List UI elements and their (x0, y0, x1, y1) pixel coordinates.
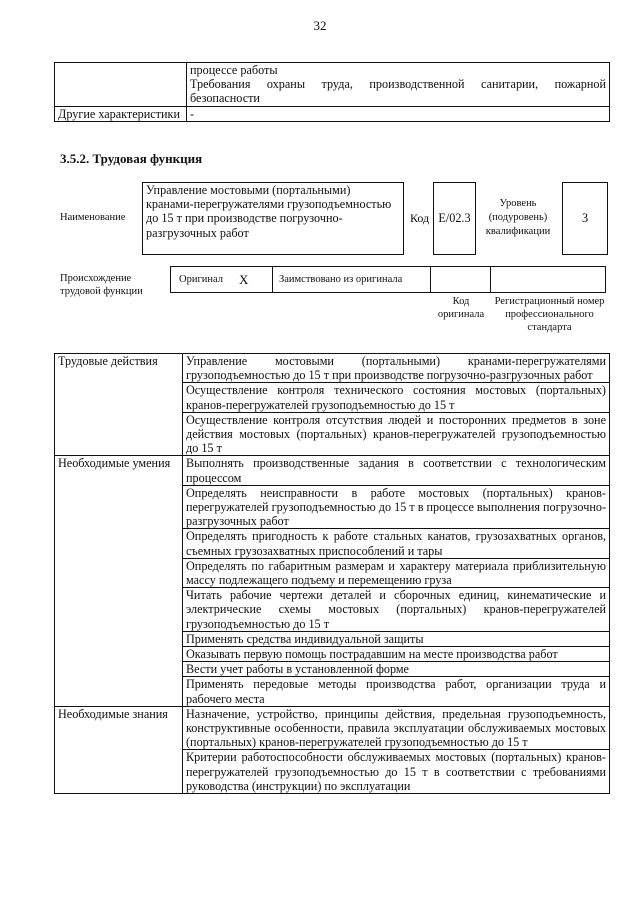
table-cell: Управление мостовыми (портальными) кранами-перегружателями грузоподъемностью до 15 т при производстве погрузочно-разгрузочных работ (183, 354, 610, 383)
code-original-cell (431, 266, 491, 293)
group-label: Необходимые умения (55, 456, 183, 706)
reg-number-cell (491, 266, 606, 293)
code-label: Код (410, 211, 430, 225)
table-cell: Требования охраны труда, производственной санитарии, пожарной безопасности (187, 77, 610, 106)
table-cell: Применять средства индивидуальной защиты (183, 631, 610, 646)
original-cell (170, 266, 273, 293)
table-cell: Назначение, устройство, принципы действия, предельная грузоподъемность, конструктивные особенности, правила эксплуатации обслуживаемых мостовых (портальных) кранов-перегружателей грузоподъемностью до 15 т (183, 706, 610, 750)
table-cell: Определять пригодность к работе стальных канатов, грузозахватных органов, съемных грузозахватных приспособлений и тары (183, 529, 610, 558)
table-cell: процессе работы (187, 63, 610, 78)
borrowed-cell: Заимствовано из оригинала (273, 266, 431, 293)
continuation-table (54, 62, 610, 122)
table-cell: Читать рабочие чертежи деталей и сборочных единиц, кинематические и электрические схемы мостовых (портальных) кранов-перегружателей грузоподъемностью до 15 т (183, 588, 610, 632)
function-details-table (54, 353, 610, 794)
table-cell: Определять неисправности в работе мостовых (портальных) кранов-перегружателей грузоподъемностью до 15 т в процессе выполнения погрузочно-разгрузочных работ (183, 485, 610, 529)
function-code: E/02.3 (433, 182, 476, 255)
name-label: Наименование (60, 212, 126, 223)
table-cell: Определять по габаритным размерам и характеру материала приблизительную массу подлежащего подъему и перемещению груза (183, 558, 610, 587)
page-number: 32 (313, 18, 327, 33)
level-value: 3 (562, 182, 608, 255)
reg-number-caption: Регистрационный номер профессионального стандарта (494, 296, 605, 333)
table-cell: Осуществление контроля технического состояния мостовых (портальных) кранов-перегружателей грузоподъемностью до 15 т (183, 383, 610, 412)
table-cell: Вести учет работы в установленной форме (183, 662, 610, 677)
empty-cell (55, 63, 187, 107)
table-cell: Оказывать первую помощь пострадавшим на месте производства работ (183, 647, 610, 662)
function-name: Управление мостовыми (портальными) кранами-перегружателями грузоподъемностью до 15 т при производстве погрузочно-разгрузочных работ (142, 182, 404, 255)
section-title: 3.5.2. Трудовая функция (60, 151, 203, 166)
table-cell: Критерии работоспособности обслуживаемых мостовых (портальных) кранов-перегружателей грузоподъемностью до 15 т в соответствии с требованиями руководства (инструкции) по эксплуатации (183, 750, 610, 794)
table-cell: Выполнять производственные задания в соответствии с технологическим процессом (183, 456, 610, 485)
code-original-caption: Код оригинала (437, 296, 485, 320)
group-label: Необходимые знания (55, 706, 183, 793)
table-cell: Осуществление контроля отсутствия людей и посторонних предметов в зоне действия мостовых (портальных) кранов-перегружателей грузоподъемностью до 15 т (183, 412, 610, 456)
original-label: Оригинал (179, 274, 223, 285)
origin-row (170, 266, 606, 293)
table-cell: Применять передовые методы производства работ, организации труда и рабочего места (183, 677, 610, 706)
row-label: Другие характеристики (55, 106, 187, 121)
level-label: Уровень (подуровень) квалификации (485, 198, 551, 237)
origin-label: Происхождение трудовой функции (60, 273, 143, 297)
original-mark: X (239, 271, 249, 287)
group-label: Трудовые действия (55, 354, 183, 456)
table-cell: - (187, 106, 610, 121)
